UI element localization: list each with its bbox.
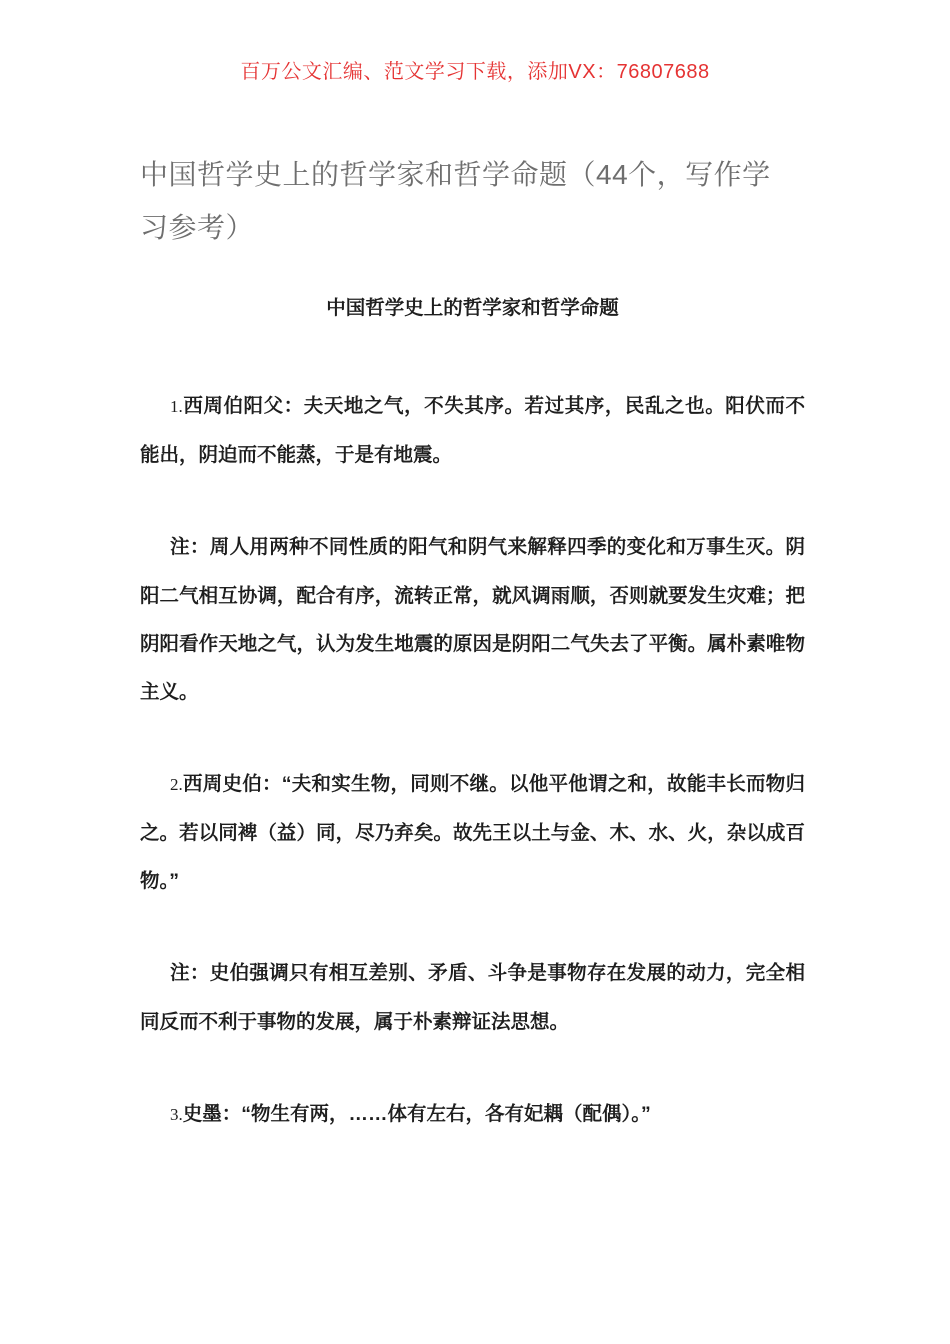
note-item-1 bbox=[140, 523, 805, 716]
paragraph-text: 西周伯阳父：夫天地之气，不失其序。若过其序，民乱之也。阳伏而不能出，阴迫而不能蒸，于是有地震。 bbox=[140, 395, 805, 466]
paragraph-item-2 bbox=[140, 760, 805, 905]
paragraph-item-3 bbox=[140, 1090, 805, 1139]
section-heading: 中国哲学史上的哲学家和哲学命题 bbox=[326, 297, 619, 319]
paragraph-number: 1. bbox=[170, 397, 183, 416]
paragraph-text: 西周史伯：“夫和实生物，同则不继。以他平他谓之和，故能丰长而物归之。若以同裨（益）同，尽乃弃矣。故先王以土与金、木、水、火，杂以成百物。” bbox=[140, 773, 805, 892]
paragraph-text: 注：周人用两种不同性质的阳气和阴气来解释四季的变化和万事生灭。阴阳二气相互协调，配合有序，流转正常，就风调雨顺，否则就要发生灾难；把阴阳看作天地之气，认为发生地震的原因是阴阳二气失去了平衡。属朴素唯物主义。 bbox=[140, 536, 805, 703]
document-content bbox=[140, 382, 805, 1139]
paragraph-text: 注：史伯强调只有相互差别、矛盾、斗争是事物存在发展的动力，完全相同反而不利于事物的发展，属于朴素辩证法思想。 bbox=[140, 962, 805, 1033]
header-notice: 百万公文汇编、范文学习下载，添加VX：76807688 bbox=[240, 61, 710, 83]
document-body bbox=[140, 148, 805, 1139]
document-title: 中国哲学史上的哲学家和哲学命题（44个，写作学习参考） bbox=[140, 159, 771, 243]
paragraph-number: 2. bbox=[170, 775, 183, 794]
paragraph-item-1 bbox=[140, 382, 805, 479]
paragraph-text: 史墨：“物生有两，……体有左右，各有妃耦（配偶）。” bbox=[182, 1103, 651, 1125]
note-item-2 bbox=[140, 949, 805, 1046]
paragraph-number: 3. bbox=[170, 1105, 183, 1124]
